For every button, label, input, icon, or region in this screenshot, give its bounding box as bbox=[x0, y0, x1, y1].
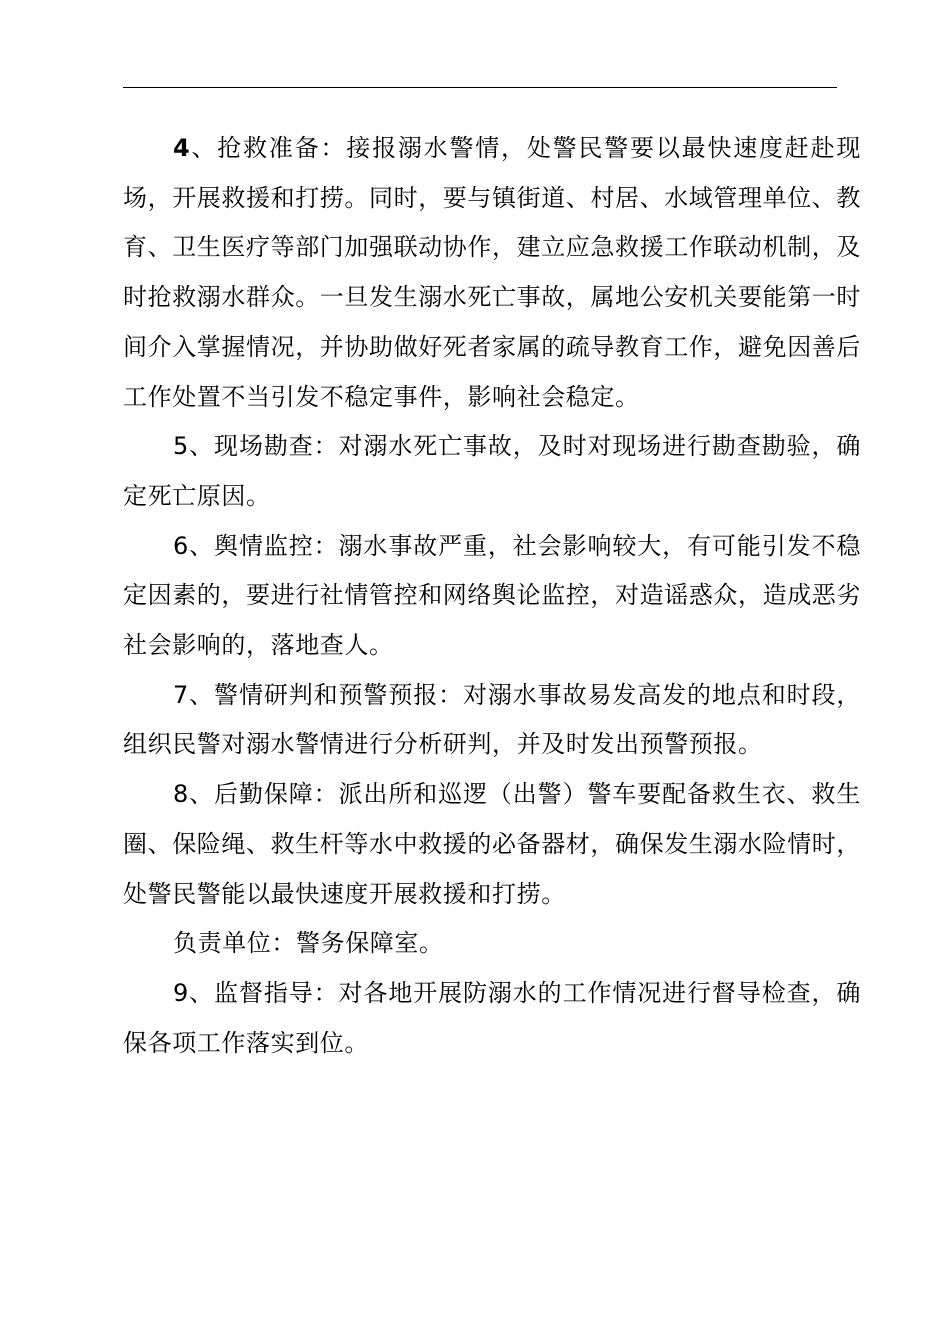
paragraph-number: 4 bbox=[173, 134, 191, 162]
document-body bbox=[123, 124, 861, 1068]
paragraph-text: 、舆情监控：溺水事故严重，社会影响较大，有可能引发不稳定因素的，要进行社情管控和网络舆论监控，对造谣惑众，造成恶劣社会影响的，落地查人。 bbox=[123, 531, 861, 660]
paragraph-6 bbox=[123, 522, 861, 671]
paragraph-number: 5 bbox=[173, 432, 189, 461]
paragraph-8 bbox=[123, 770, 861, 919]
paragraph-text: 负责单位：警务保障室。 bbox=[173, 929, 444, 958]
paragraph-5 bbox=[123, 422, 861, 521]
paragraph-text: 、后勤保障：派出所和巡逻（出警）警车要配备救生衣、救生圈、保险绳、救生杆等水中救援的必备器材，确保发生溺水险情时，处警民警能以最快速度开展救援和打捞。 bbox=[123, 780, 861, 908]
paragraph-number: 6 bbox=[173, 531, 189, 560]
paragraph-9 bbox=[123, 969, 861, 1068]
paragraph-number: 7 bbox=[173, 680, 189, 709]
responsible-unit-paragraph bbox=[123, 919, 861, 969]
paragraph-text: 、警情研判和预警预报：对溺水事故易发高发的地点和时段，组织民警对溺水警情进行分析研判，并及时发出预警预报。 bbox=[123, 680, 861, 759]
paragraph-4 bbox=[123, 124, 861, 422]
paragraph-text: 、抢救准备：接报溺水警情，处警民警要以最快速度赶赴现场，开展救援和打捞。同时，要与镇街道、村居、水域管理单位、教育、卫生医疗等部门加强联动协作，建立应急救援工作联动机制，及时抢救溺水群众。一旦发生溺水死亡事故，属地公安机关要能第一时间介入掌握情况，并协助做好死者家属的疏导教育工作，避免因善后工作处置不当引发不稳定事件，影响社会稳定。 bbox=[123, 134, 861, 411]
header-rule bbox=[123, 87, 837, 88]
paragraph-text: 、现场勘查：对溺水死亡事故，及时对现场进行勘查勘验，确定死亡原因。 bbox=[123, 432, 861, 510]
paragraph-text: 、监督指导：对各地开展防溺水的工作情况进行督导检查，确保各项工作落实到位。 bbox=[123, 978, 861, 1057]
paragraph-number: 8 bbox=[173, 780, 189, 809]
paragraph-number: 9 bbox=[173, 978, 189, 1007]
paragraph-7 bbox=[123, 671, 861, 770]
